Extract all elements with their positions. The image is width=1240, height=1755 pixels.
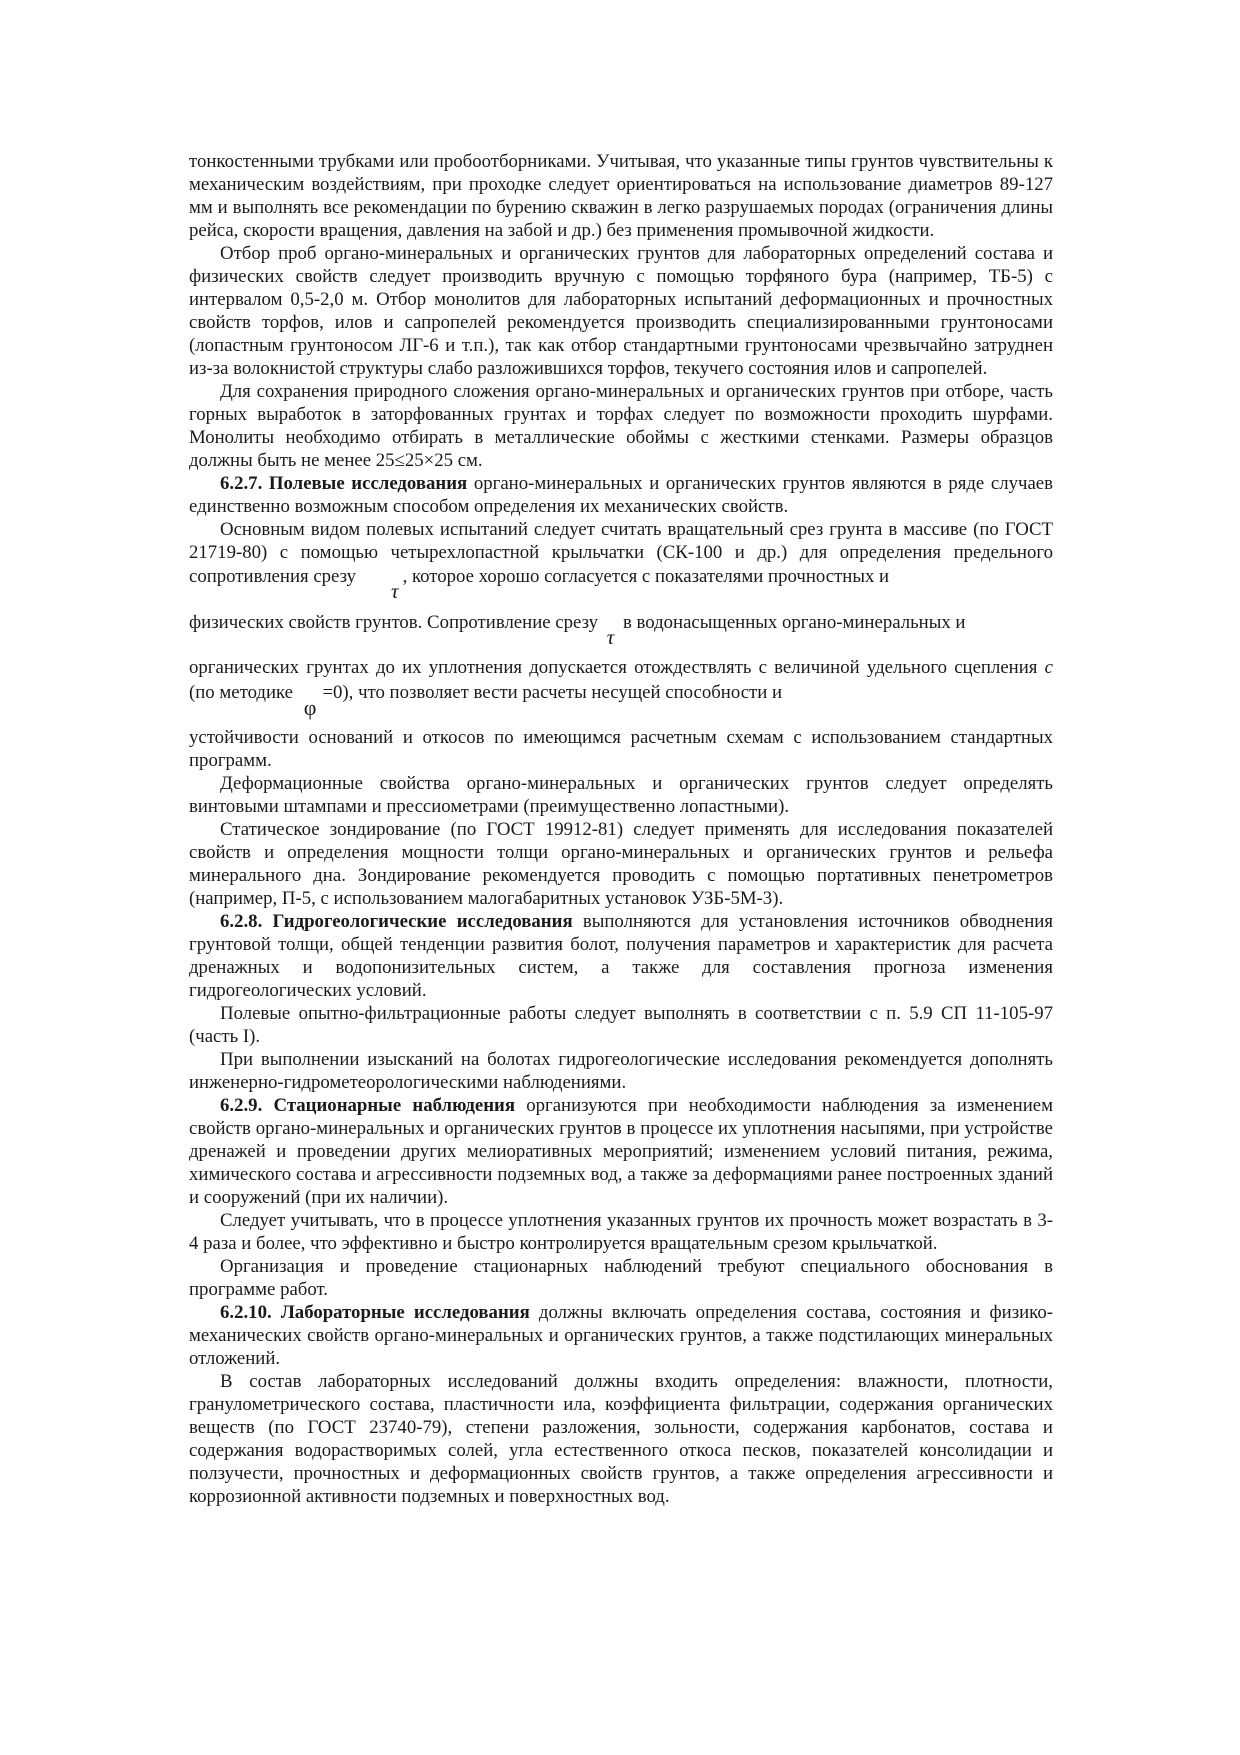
paragraph-filtration-works: Полевые опытно-фильтрационные работы следует выполнять в соответствии с п. 5.9 СП 11-105-97 (часть I). xyxy=(189,1003,1053,1047)
section-6-2-9 xyxy=(189,1094,1053,1209)
document-page xyxy=(189,150,1053,1508)
section-text: органо-минеральных и органических грунтов являются в ряде случаев единственно возможным способом определения их механических свойств. xyxy=(189,473,1053,517)
section-text: организуются при необходимости наблюдения за изменением свойств органо-минеральных и органических грунтов в процессе их уплотнения насыпями, при устройстве дренажей и проведении других мелиоративных мероприятий; изменением условий питания, режима, химического состава и агрессивности подземных вод, а также за деформациями ранее построенных зданий и сооружений (при их наличии). xyxy=(189,1095,1053,1208)
paragraph-hydrometeorology: При выполнении изысканий на болотах гидрогеологические исследования рекомендуется дополнять инженерно-гидрометеорологическими наблюдениями. xyxy=(189,1049,1053,1093)
section-title: Стационарные наблюдения xyxy=(273,1095,515,1116)
paragraph-sampling-tubes: тонкостенными трубками или пробоотборниками. Учитывая, что указанные типы грунтов чувствительны к механическим воздействиям, при проходке следует ориентироваться на использование диаметров 89-127 мм и выполнять все рекомендации по бурению скважин в легко разрушаемых породах (ограничения длины рейса, скорости вращения, давления на забой и др.) без применения промывочной жидкости. xyxy=(189,151,1053,241)
paragraph-lab-list: В состав лабораторных исследований должны входить определения: влажности, плотности, гранулометрического состава, пластичности ила, коэффициента фильтрации, содержания органических веществ (по ГОСТ 23740-79), степени разложения, зольности, содержания карбонатов, состава и содержания водорастворимых солей, угла естественного откоса песков, показателей консолидации и ползучести, прочностных и деформационных свойств грунтов, а также определения агрессивности и коррозионной активности подземных и поверхностных вод. xyxy=(189,1371,1053,1507)
cohesion-variable: c xyxy=(1044,657,1053,678)
text-fragment: органических грунтах до их уплотнения допускается отождествлять с величиной удельного сцепления xyxy=(189,657,1038,678)
text-fragment: =0), что позволяет вести расчеты несущей способности и xyxy=(322,682,783,703)
section-title: Полевые исследования xyxy=(268,473,468,494)
paragraph-organization: Организация и проведение стационарных наблюдений требуют специального обоснования в программе работ. xyxy=(189,1256,1053,1300)
text-fragment: устойчивости оснований и откосов по имеющимся расчетным схемам с использованием стандартных программ. xyxy=(189,727,1053,771)
text-fragment: Основным видом полевых испытаний следует считать вращательный срез грунта в массиве (по ГОСТ 21719-80) с помощью четырехлопастной крыльчатки (СК-100 и др.) для определения предельного сопротивления срезу xyxy=(189,519,1053,587)
tau-symbol: τ xyxy=(606,625,615,649)
section-number: 6.2.8. xyxy=(220,911,263,932)
section-title: Гидрогеологические исследования xyxy=(272,911,573,932)
paragraph-sampling-organic: Отбор проб органо-минеральных и органических грунтов для лабораторных определений состава и физических свойств следует производить вручную с помощью торфяного бура (например, ТБ-5) с интервалом 0,5-2,0 м. Отбор монолитов для лабораторных испытаний деформационных и прочностных свойств торфов, илов и сапропелей рекомендуется производить специализированными грунтоносами (лопастным грунтоносом ЛГ-6 и т.п.), так как отбор стандартными грунтоносами чрезвычайно затруднен из-за волокнистой структуры слабо разложившихся торфов, текучего состояния илов и сапропелей. xyxy=(189,243,1053,379)
section-number: 6.2.10. xyxy=(220,1302,272,1323)
section-6-2-10 xyxy=(189,1301,1053,1370)
text-fragment: (по методике xyxy=(189,682,294,703)
phi-symbol: φ xyxy=(303,695,317,720)
text-fragment: , которое хорошо согласуется с показателями прочностных и xyxy=(402,566,890,587)
text-fragment: физических свойств грунтов. Сопротивление срезу xyxy=(189,612,598,633)
tau-symbol: τ xyxy=(391,579,399,603)
section-number: 6.2.9. xyxy=(220,1095,263,1116)
section-6-2-7 xyxy=(189,472,1053,518)
section-number: 6.2.7. xyxy=(220,473,263,494)
paragraph-natural-structure: Для сохранения природного сложения органо-минеральных и органических грунтов при отборе, часть горных выработок в заторфованных грунтах и торфах следует по возможности проходить шурфами. Монолиты необходимо отбирать в металлические обоймы с жесткими стенками. Размеры образцов должны быть не менее 25≤25×25 см. xyxy=(189,381,1053,471)
section-text: должны включать определения состава, состояния и физико-механических свойств органо-минеральных и органических грунтов, а также подстилающих минеральных отложений. xyxy=(189,1302,1053,1369)
paragraph-static-sounding: Статическое зондирование (по ГОСТ 19912-81) следует применять для исследования показателей свойств и определения мощности толщи органо-минеральных и органических грунтов и рельефа минерального дна. Зондирование рекомендуется проводить с помощью портативных пенетрометров (например, П-5, с использованием малогабаритных установок УЗБ-5М-3). xyxy=(189,819,1053,909)
paragraph-field-tests xyxy=(189,518,1053,772)
paragraph-strength-growth: Следует учитывать, что в процессе уплотнения указанных грунтов их прочность может возрастать в 3-4 раза и более, что эффективно и быстро контролируется вращательным срезом крыльчаткой. xyxy=(189,1210,1053,1254)
text-fragment: в водонасыщенных органо-минеральных и xyxy=(622,612,966,633)
section-title: Лабораторные исследования xyxy=(280,1302,530,1323)
section-text: выполняются для установления источников обводнения грунтовой толщи, общей тенденции развития болот, получения параметров и характеристик для расчета дренажных и водопонизительных систем, а также для составления прогноза изменения гидрогеологических условий. xyxy=(189,911,1053,1001)
paragraph-deformation: Деформационные свойства органо-минеральных и органических грунтов следует определять винтовыми штампами и прессиометрами (преимущественно лопастными). xyxy=(189,773,1053,817)
section-6-2-8 xyxy=(189,910,1053,1002)
